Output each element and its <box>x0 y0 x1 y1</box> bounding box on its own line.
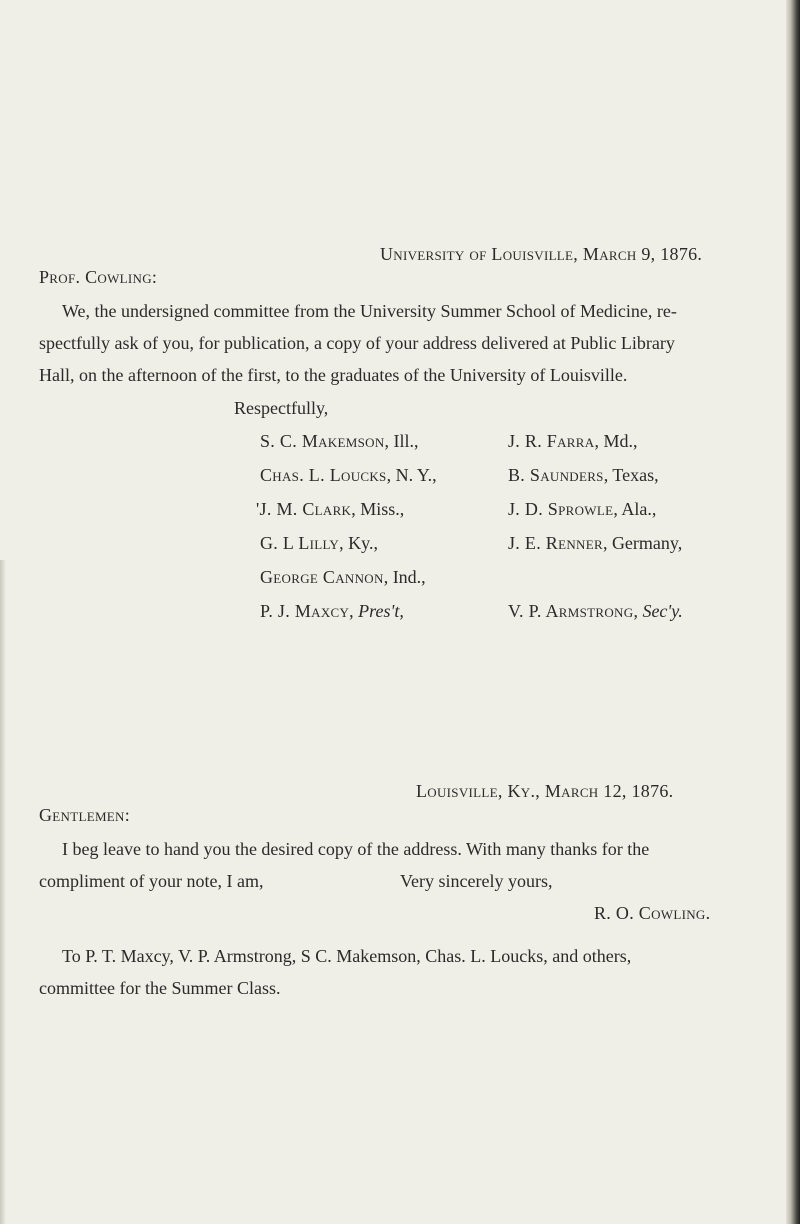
signer-name: J. E. Renner <box>508 533 603 553</box>
signer-place: , Ala., <box>613 499 657 519</box>
signature-left-1 <box>260 430 419 452</box>
letter1-body-line-3: Hall, on the afternoon of the first, to the graduates of the University of Louisville. <box>39 365 628 385</box>
letter2-body-line-2-left: compliment of your note, I am, <box>39 871 264 891</box>
signer-place: , Ill., <box>384 431 419 451</box>
signer-place: , <box>633 601 643 621</box>
signer-name: G. L Lilly <box>260 533 340 553</box>
signer-name: 'J. M. Clark <box>256 499 352 519</box>
page-edge-shadow <box>786 0 800 1224</box>
signature-right-4 <box>508 532 682 554</box>
signer-place: , Ky., <box>339 533 378 553</box>
signature-left-2 <box>260 464 437 486</box>
signer-place: , Ind., <box>383 567 426 587</box>
signature-right-5 <box>508 600 683 622</box>
signature-right-1 <box>508 430 637 452</box>
signer-name: J. D. Sprowle <box>508 499 614 519</box>
signature-left-3 <box>256 498 404 520</box>
letter1-body-line-1: We, the undersigned committee from the University Summer School of Medicine, re- <box>62 301 677 321</box>
signer-name: Chas. L. Loucks <box>260 465 387 485</box>
signer-title: Pres't, <box>358 601 404 621</box>
signature-right-3 <box>508 498 656 520</box>
letter2-signature: R. O. Cowling. <box>594 903 711 923</box>
letter2-body-line-1: I beg leave to hand you the desired copy of the address. With many thanks for the <box>62 839 650 859</box>
signature-left-4 <box>260 532 378 554</box>
signer-place: , <box>349 601 359 621</box>
signer-place: , N. Y., <box>386 465 437 485</box>
page-edge-left <box>0 560 6 1224</box>
letter1-dateline: University of Louisville, March 9, 1876. <box>380 244 703 264</box>
signer-name: B. Saunders <box>508 465 604 485</box>
letter2-dateline: Louisville, Ky., March 12, 1876. <box>416 781 674 801</box>
signature-left-6 <box>260 600 404 622</box>
signer-place: , Md., <box>594 431 638 451</box>
signer-name: P. J. Maxcy <box>260 601 350 621</box>
signer-title: Sec'y. <box>642 601 683 621</box>
letter1-body-line-2: spectfully ask of you, for publication, a copy of your address delivered at Public Library <box>39 333 675 353</box>
signer-name: S. C. Makemson <box>260 431 385 451</box>
addressee-line-2: committee for the Summer Class. <box>39 978 281 998</box>
addressee-line-1: To P. T. Maxcy, V. P. Armstrong, S C. Makemson, Chas. L. Loucks, and others, <box>62 946 632 966</box>
signer-place: , Germany, <box>602 533 683 553</box>
letter2-salutation: Gentlemen: <box>39 805 131 825</box>
signer-name: V. P. Armstrong <box>508 601 634 621</box>
signer-place: , Texas, <box>603 465 659 485</box>
letter1-salutation: Prof. Cowling: <box>39 267 158 287</box>
signer-name: George Cannon <box>260 567 384 587</box>
letter1-closing: Respectfully, <box>234 398 329 418</box>
signer-place: , Miss., <box>351 499 405 519</box>
signature-right-2 <box>508 464 659 486</box>
letter2-body-line-2-right: Very sincerely yours, <box>400 871 553 891</box>
signature-left-5 <box>260 566 426 588</box>
signer-name: J. R. Farra <box>508 431 595 451</box>
